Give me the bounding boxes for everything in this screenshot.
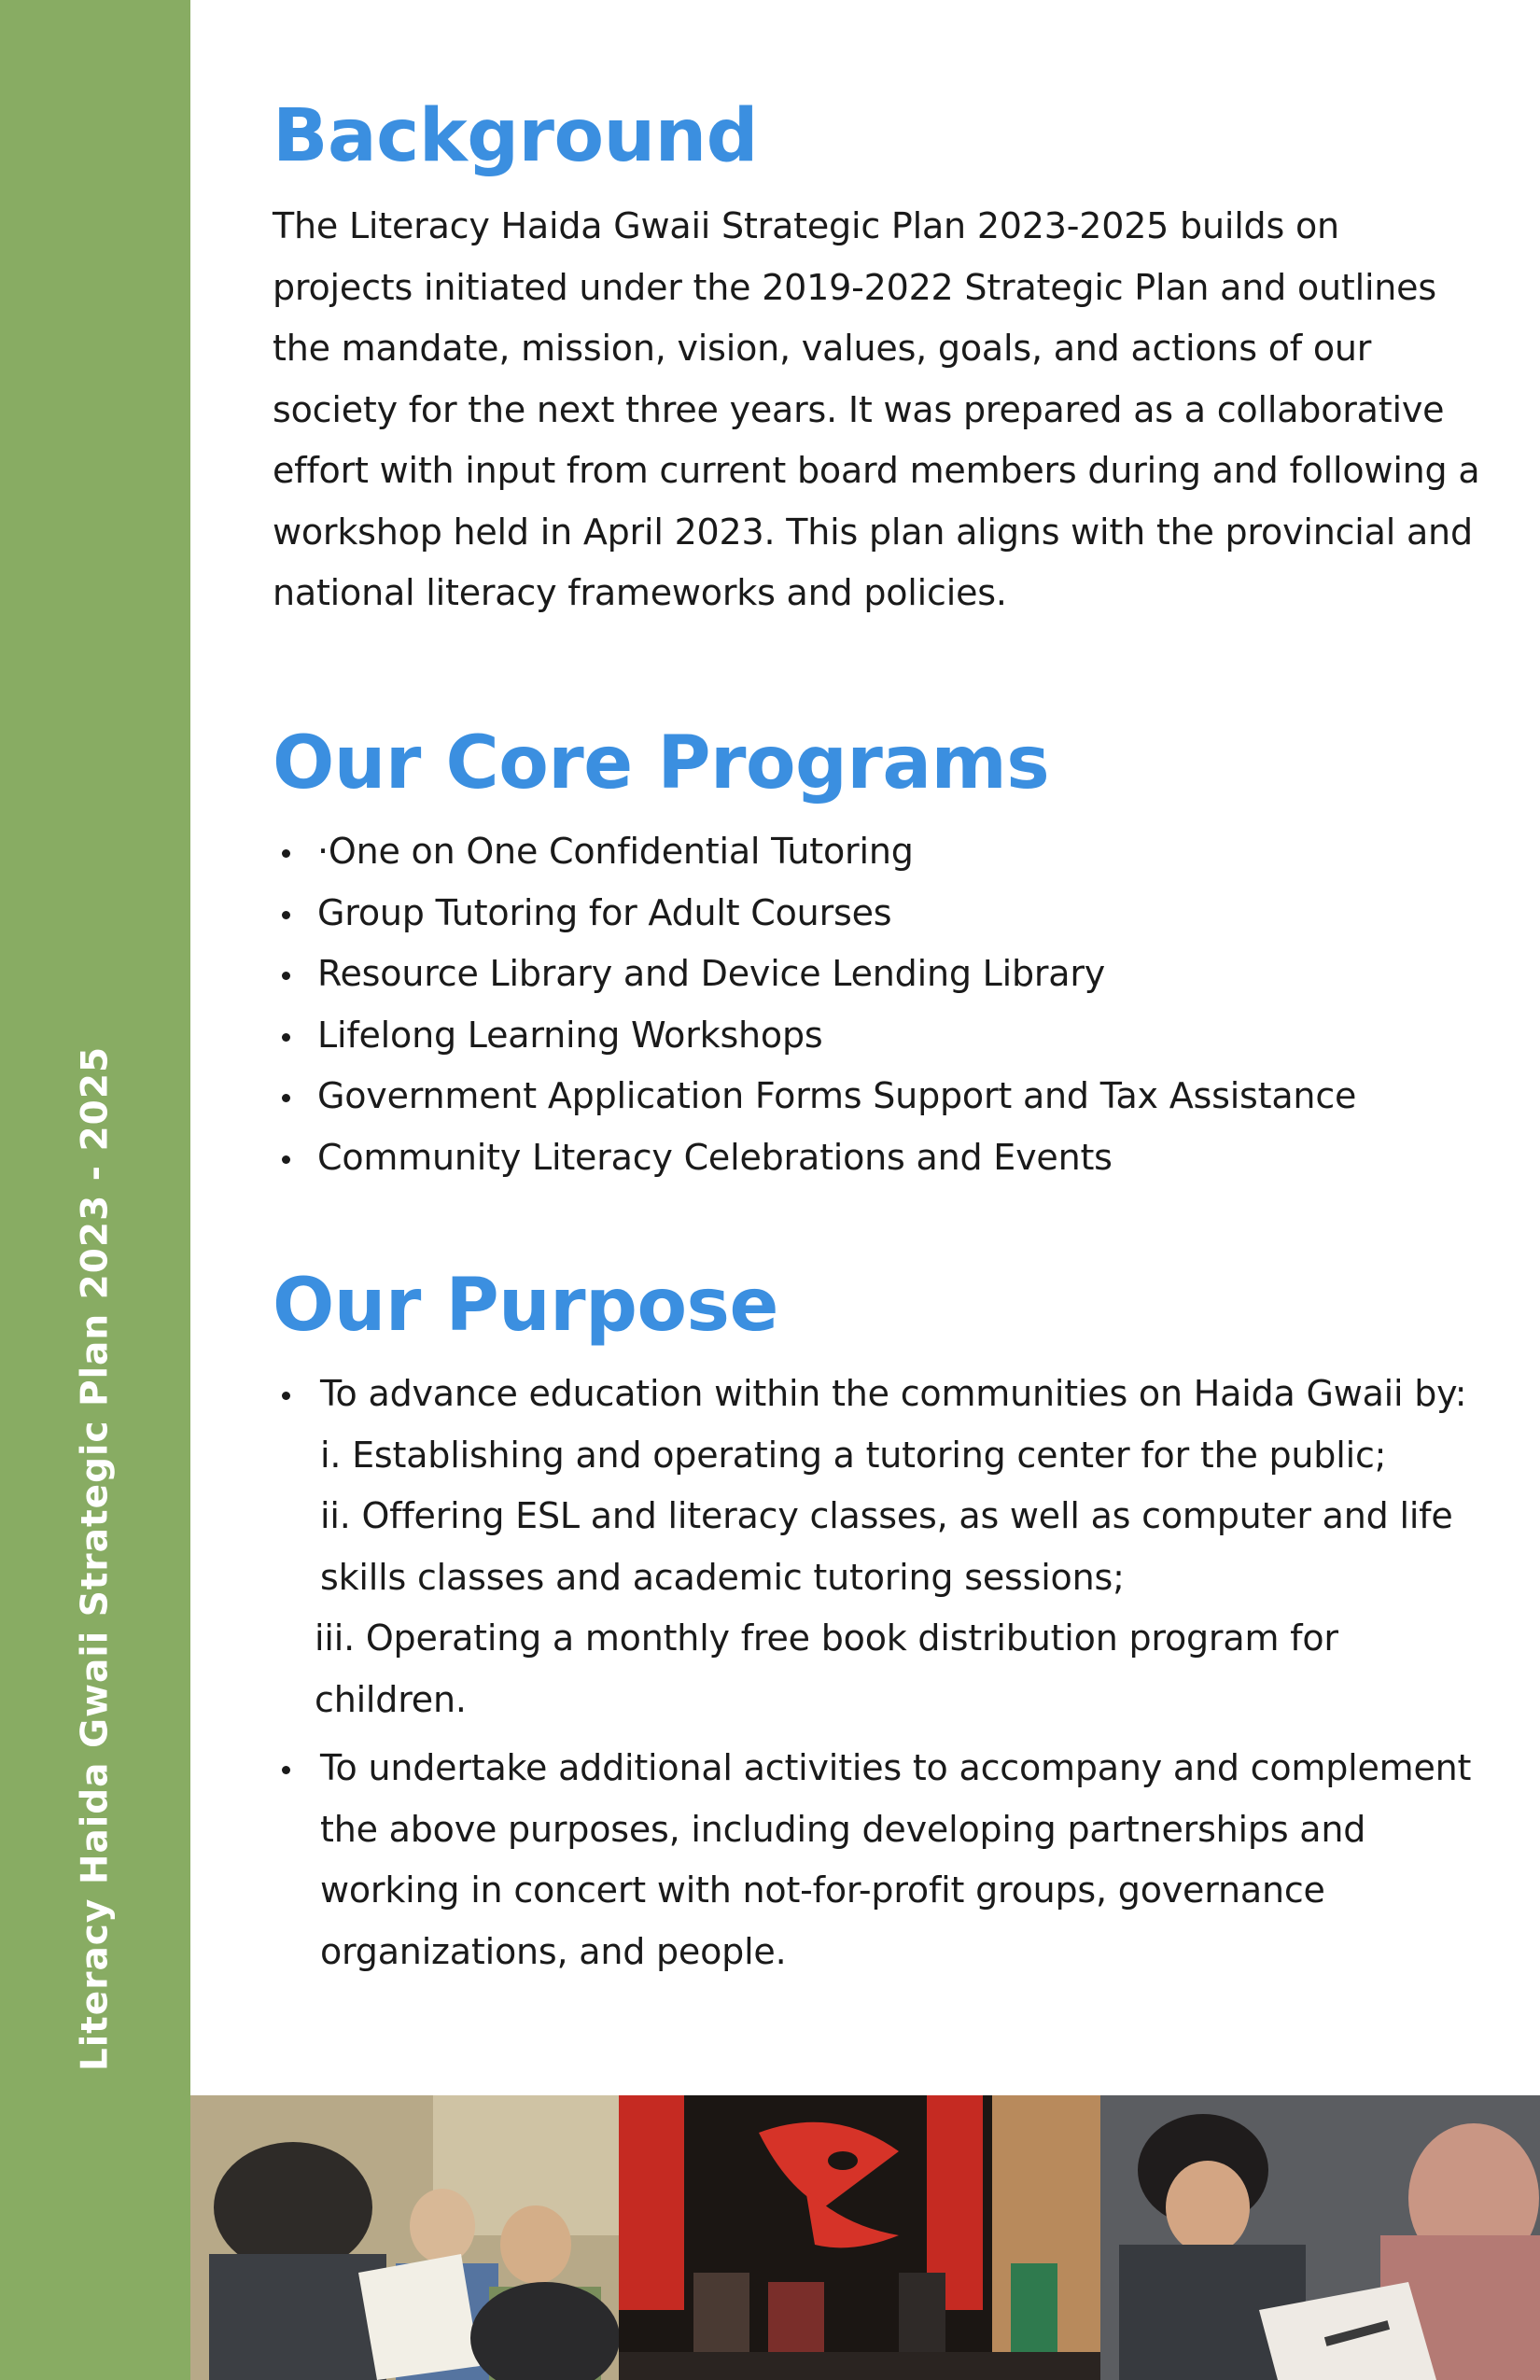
core-programs-list <box>273 821 1486 1188</box>
sidebar <box>0 0 190 2380</box>
purpose-sub-item: i. Establishing and operating a tutoring center for the public; <box>320 1434 1387 1476</box>
background-heading: Background <box>273 94 758 178</box>
purpose-list <box>273 1364 1486 1982</box>
photo-children-reading <box>190 2095 619 2380</box>
purpose-item-text: To undertake additional activities to accompany and complement the above purposes, including developing partnerships and working in concert with not-for-profit groups, governance organizations, and people. <box>320 1747 1472 1972</box>
program-item: Government Application Forms Support and Tax Assistance <box>273 1066 1486 1127</box>
photo-tutoring-session <box>1100 2095 1540 2380</box>
program-item: Resource Library and Device Lending Library <box>273 944 1486 1005</box>
purpose-sub-list <box>315 1425 1486 1731</box>
photo-stage-event <box>619 2095 1100 2380</box>
purpose-item <box>273 1738 1486 1982</box>
program-item: Lifelong Learning Workshops <box>273 1005 1486 1067</box>
purpose-item-text: To advance education within the communities on Haida Gwaii by: <box>320 1373 1467 1414</box>
purpose-sub-item: ii. Offering ESL and literacy classes, as well as computer and life skills classes and academic tutoring sessions; <box>320 1495 1453 1598</box>
photo-strip <box>190 2095 1540 2380</box>
core-programs-section <box>273 717 1486 1188</box>
core-programs-heading: Our Core Programs <box>273 721 1050 805</box>
purpose-heading: Our Purpose <box>273 1264 778 1348</box>
purpose-sub-item: iii. Operating a monthly free book distribution program for children. <box>315 1617 1338 1720</box>
sidebar-title: Literacy Haida Gwaii Strategic Plan 2023 - 2025 <box>74 1045 117 2072</box>
background-text: The Literacy Haida Gwaii Strategic Plan 2023-2025 builds on projects initiated under the 2019-2022 Strategic Plan and outlines the mandate, mission, vision, values, goals, and actions of our society for the next three years. It was prepared as a collaborative effort with input from current board members during and following a workshop held in April 2023. This plan aligns with the provincial and national literacy frameworks and policies. <box>273 205 1480 613</box>
bullet-icon <box>273 1364 301 1420</box>
background-section <box>273 90 1486 624</box>
purpose-item <box>273 1364 1486 1730</box>
bullet-icon <box>273 1738 301 1794</box>
program-item: Community Literacy Celebrations and Events <box>273 1127 1486 1189</box>
program-item: Group Tutoring for Adult Courses <box>273 883 1486 945</box>
program-item: ·One on One Confidential Tutoring <box>273 821 1486 883</box>
purpose-section <box>273 1259 1486 1982</box>
